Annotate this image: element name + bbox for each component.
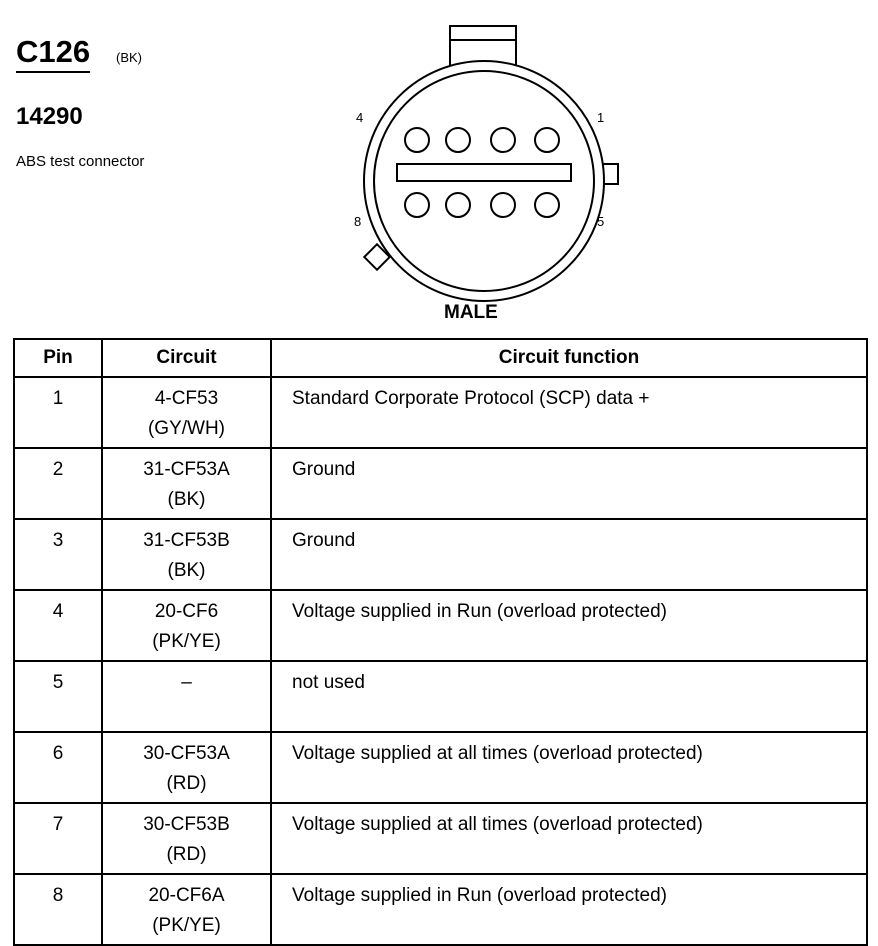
circuit-id: 20-CF6A bbox=[148, 885, 225, 906]
pin-table bbox=[13, 338, 868, 946]
view-label: MALE bbox=[444, 302, 498, 323]
circuit-cell bbox=[102, 590, 271, 661]
circuit-cell bbox=[102, 448, 271, 519]
table-row bbox=[14, 377, 867, 448]
pin-number-cell: 7 bbox=[14, 803, 102, 874]
circuit-function-cell: Ground bbox=[271, 448, 867, 519]
circuit-cell bbox=[102, 661, 271, 732]
pin-8-socket bbox=[405, 193, 429, 217]
header-circuit: Circuit bbox=[102, 339, 271, 377]
circuit-cell bbox=[102, 377, 271, 448]
circuit-function-cell: Voltage supplied in Run (overload protected) bbox=[271, 874, 867, 945]
pin-number-cell: 6 bbox=[14, 732, 102, 803]
wire-color: (PK/YE) bbox=[152, 631, 221, 652]
circuit-cell bbox=[102, 803, 271, 874]
pin-label-8: 8 bbox=[354, 214, 362, 229]
table-row bbox=[14, 732, 867, 803]
pin-number-cell: 5 bbox=[14, 661, 102, 732]
wire-color: (RD) bbox=[166, 844, 207, 865]
pin-3-socket bbox=[446, 128, 470, 152]
part-number: 14290 bbox=[16, 103, 83, 130]
table-row bbox=[14, 661, 867, 732]
pin-number-cell: 1 bbox=[14, 377, 102, 448]
pin-label-1: 1 bbox=[597, 110, 605, 125]
pin-5-socket bbox=[535, 193, 559, 217]
circuit-cell bbox=[102, 732, 271, 803]
table-row bbox=[14, 590, 867, 661]
connector-center-bar bbox=[397, 164, 571, 181]
pin-table-header bbox=[14, 339, 867, 377]
wire-color: (RD) bbox=[166, 773, 207, 794]
pin-number-cell: 2 bbox=[14, 448, 102, 519]
wire-color: (GY/WH) bbox=[147, 418, 226, 439]
pin-table-body bbox=[14, 377, 867, 945]
circuit-id: 31-CF53B bbox=[143, 530, 230, 551]
connector-id: C126 bbox=[16, 36, 90, 73]
circuit-function-cell: Ground bbox=[271, 519, 867, 590]
pin-4-socket bbox=[405, 128, 429, 152]
wire-color: (BK) bbox=[167, 489, 206, 510]
header-function: Circuit function bbox=[271, 339, 867, 377]
connector-header bbox=[16, 34, 316, 170]
circuit-id: 30-CF53B bbox=[143, 814, 230, 835]
circuit-function-cell: not used bbox=[271, 661, 867, 732]
connector-color-code: (BK) bbox=[116, 50, 142, 65]
table-row bbox=[14, 803, 867, 874]
pin-7-socket bbox=[446, 193, 470, 217]
pin-1-socket bbox=[535, 128, 559, 152]
circuit-id: 20-CF6 bbox=[154, 601, 219, 622]
circuit-id: 30-CF53A bbox=[143, 743, 230, 764]
table-row bbox=[14, 448, 867, 519]
wire-color: (BK) bbox=[167, 560, 206, 581]
circuit-id: 31-CF53A bbox=[143, 459, 230, 480]
circuit-function-cell: Voltage supplied at all times (overload protected) bbox=[271, 732, 867, 803]
header-pin: Pin bbox=[14, 339, 102, 377]
circuit-function-cell: Voltage supplied at all times (overload protected) bbox=[271, 803, 867, 874]
circuit-function-cell: Voltage supplied in Run (overload protected) bbox=[271, 590, 867, 661]
pin-6-socket bbox=[491, 193, 515, 217]
pin-number-cell: 3 bbox=[14, 519, 102, 590]
pin-label-5: 5 bbox=[597, 214, 605, 229]
circuit-id: – bbox=[181, 672, 192, 693]
pin-label-4: 4 bbox=[356, 110, 364, 125]
connector-face-diagram bbox=[340, 18, 630, 308]
circuit-cell bbox=[102, 519, 271, 590]
pin-2-socket bbox=[491, 128, 515, 152]
table-row bbox=[14, 519, 867, 590]
pin-number-cell: 4 bbox=[14, 590, 102, 661]
table-row bbox=[14, 874, 867, 945]
pin-number-cell: 8 bbox=[14, 874, 102, 945]
circuit-id: 4-CF53 bbox=[154, 388, 219, 409]
circuit-cell bbox=[102, 874, 271, 945]
circuit-function-cell: Standard Corporate Protocol (SCP) data + bbox=[271, 377, 867, 448]
connector-description: ABS test connector bbox=[16, 153, 145, 170]
wire-color: (PK/YE) bbox=[152, 915, 221, 936]
